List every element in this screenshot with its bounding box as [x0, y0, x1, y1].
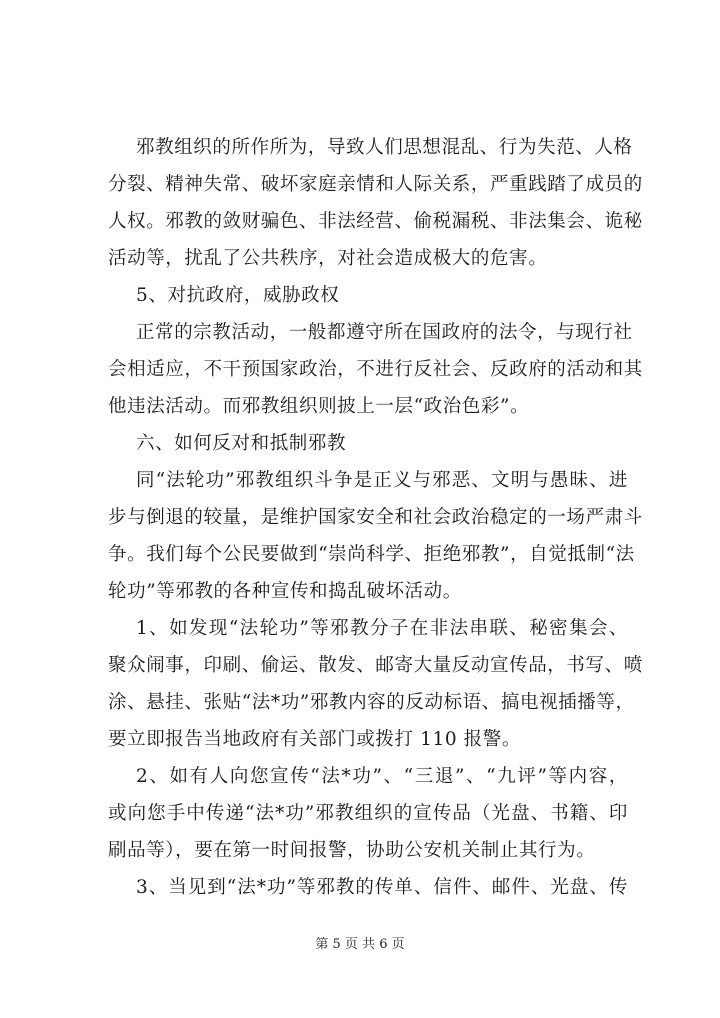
text-line: 2、如有人向您宣传“法*功”、“三退”、“九评”等内容， [136, 766, 628, 787]
text-line: 人权。邪教的敛财骗色、非法经营、偷税漏税、非法集会、诡秘 [108, 211, 643, 232]
text-line: 活动等，扰乱了公共秩序，对社会造成极大的危害。 [108, 248, 548, 269]
section-heading: 5、对抗政府，威胁政权 [136, 285, 340, 306]
text-line: 邪教组织的所作所为，导致人们思想混乱、行为失范、人格 [136, 137, 633, 158]
section-heading: 六、如何反对和抵制邪教 [136, 433, 347, 454]
text-line: 1、如发现“法轮功”等邪教分子在非法串联、秘密集会、 [136, 618, 628, 639]
text-line: 他违法活动。而邪教组织则披上一层“政治色彩”。 [108, 396, 530, 417]
text-line: 步与倒退的较量，是维护国家安全和社会政治稳定的一场严肃斗 [108, 507, 643, 528]
text-line: 同“法轮功”邪教组织斗争是正义与邪恶、文明与愚昧、进 [136, 470, 628, 491]
page-number-footer: 第 5 页 共 6 页 [315, 937, 405, 952]
text-line: 会相适应，不干预国家政治，不进行反社会、反政府的活动和其 [108, 359, 643, 380]
text-line: 分裂、精神失常、破坏家庭亲情和人际关系，严重践踏了成员的 [108, 174, 643, 195]
text-line: 刷品等），要在第一时间报警，协助公安机关制止其行为。 [108, 840, 596, 861]
text-line: 涂、悬挂、张贴“法*功”邪教内容的反动标语、搞电视插播等， [108, 692, 635, 713]
text-line: 3、当见到“法*功”等邪教的传单、信件、邮件、光盘、传 [136, 877, 628, 898]
text-line: 轮功”等邪教的各种宣传和捣乱破坏活动。 [108, 581, 462, 602]
text-line: 聚众闹事，印刷、偷运、散发、邮寄大量反动宣传品，书写、喷 [108, 655, 643, 676]
text-line: 争。我们每个公民要做到“崇尚科学、拒绝邪教”，自觉抵制“法 [108, 544, 635, 565]
text-line: 或向您手中传递“法*功”邪教组织的宣传品（光盘、书籍、印 [108, 803, 628, 824]
text-line: 要立即报告当地政府有关部门或拨打 110 报警。 [108, 729, 521, 750]
text-line: 正常的宗教活动，一般都遵守所在国政府的法令，与现行社 [136, 322, 633, 343]
